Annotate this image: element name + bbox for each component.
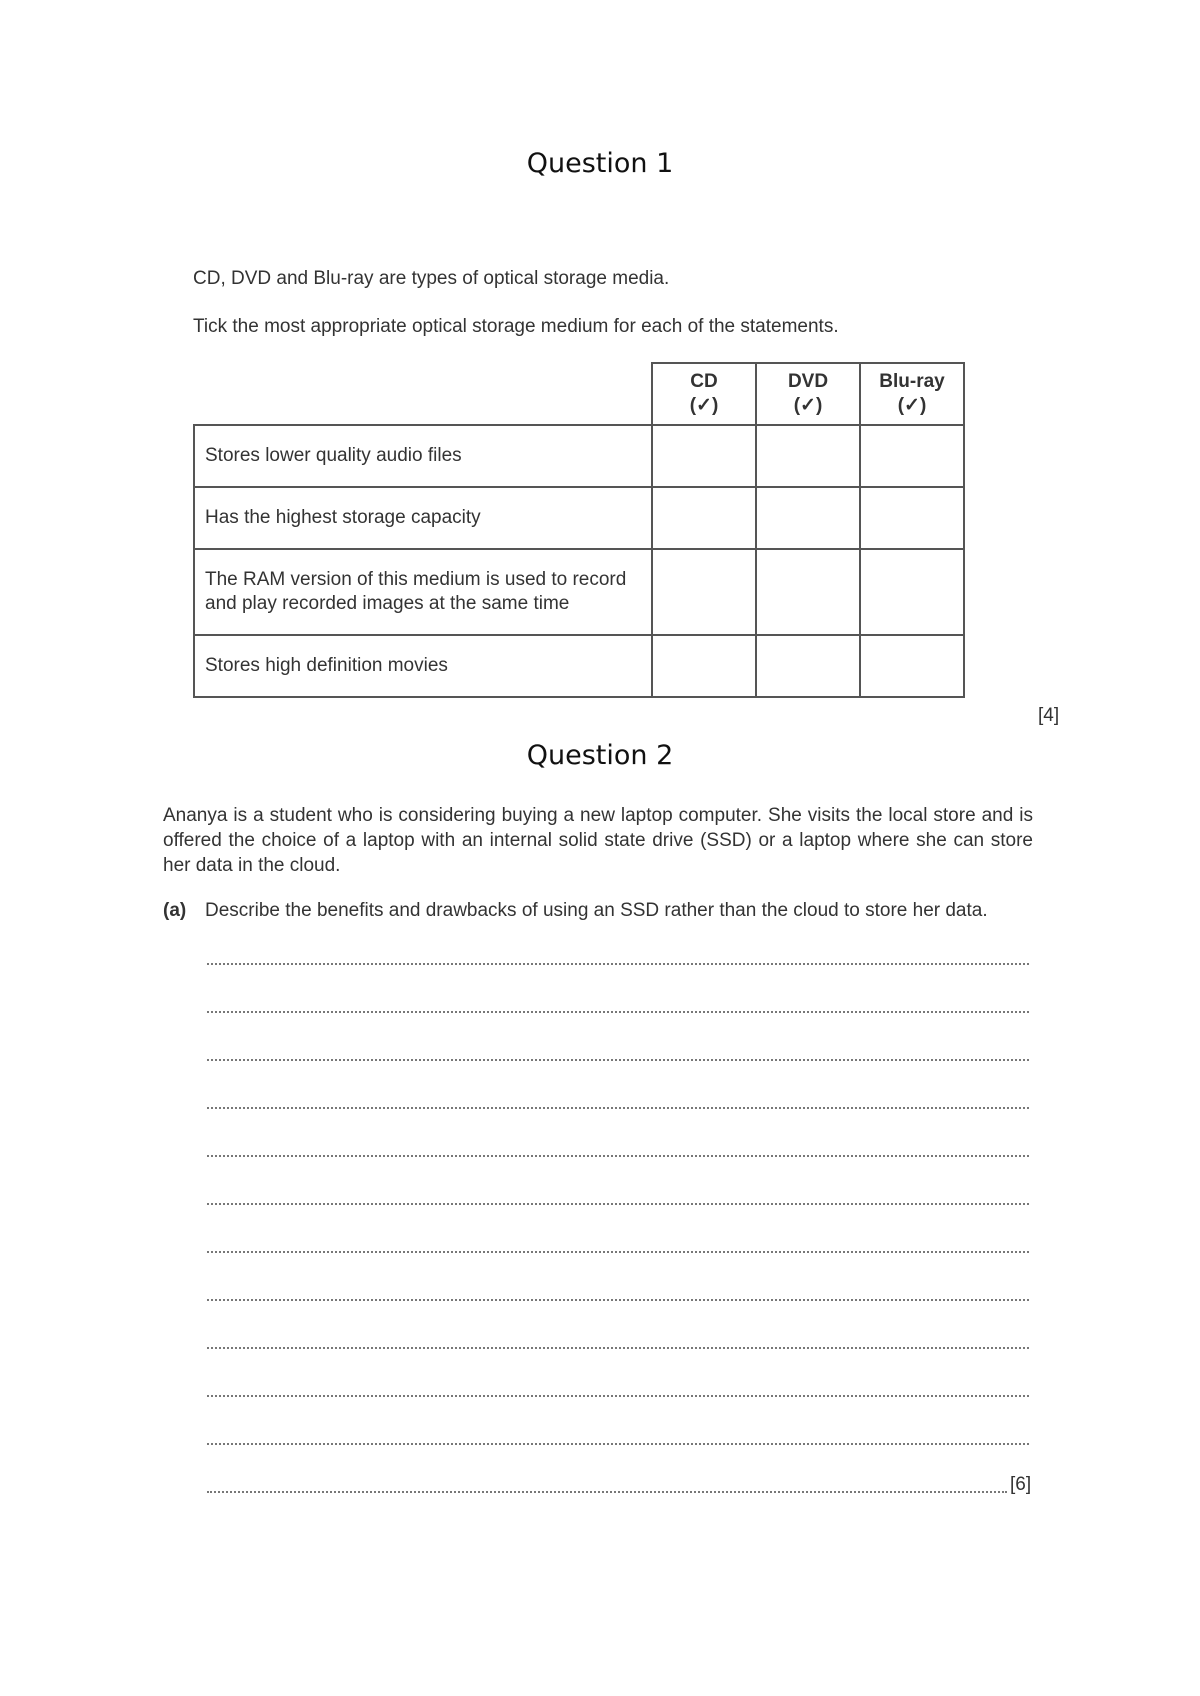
tick-box-blu-ray[interactable] [860, 425, 964, 487]
tick-box-blu-ray[interactable] [860, 487, 964, 549]
column-header-dvd [756, 363, 860, 425]
tick-box-dvd[interactable] [756, 487, 860, 549]
table-row [194, 635, 964, 697]
storage-media-table [193, 362, 965, 698]
table-header-row [194, 363, 964, 425]
answer-line[interactable] [207, 1107, 1029, 1109]
part-a-label: (a) [163, 900, 187, 921]
tick-box-cd[interactable] [652, 487, 756, 549]
table-row [194, 425, 964, 487]
answer-line[interactable] [207, 1011, 1029, 1013]
answer-line[interactable] [207, 1203, 1029, 1205]
question-2-intro: Ananya is a student who is considering buying a new laptop computer. She visits the local store and is offered the choice of a laptop with an internal solid state drive (SSD) or a laptop where she can store her data in the cloud. [163, 805, 1033, 876]
tick-symbol: (✓) [897, 395, 927, 416]
question-1-title: Question 1 [526, 148, 674, 179]
tick-symbol: (✓) [793, 395, 823, 416]
question-1-marks: [4] [1038, 705, 1060, 726]
tick-box-dvd[interactable] [756, 425, 860, 487]
tick-box-blu-ray[interactable] [860, 549, 964, 635]
tick-box-blu-ray[interactable] [860, 635, 964, 697]
answer-line[interactable] [207, 1299, 1029, 1301]
question-2-title: Question 2 [526, 740, 674, 771]
column-header-cd [652, 363, 756, 425]
statement-cell: Stores lower quality audio files [194, 425, 652, 487]
answer-line[interactable] [207, 1347, 1029, 1349]
statement-cell: Has the highest storage capacity [194, 487, 652, 549]
tick-symbol: (✓) [689, 395, 719, 416]
statement-cell: The RAM version of this medium is used to record and play recorded images at the same time [194, 549, 652, 635]
answer-line[interactable] [207, 1155, 1029, 1157]
answer-line[interactable] [207, 1395, 1029, 1397]
answer-line[interactable] [207, 1059, 1029, 1061]
question-1-intro: CD, DVD and Blu-ray are types of optical storage media. [193, 268, 670, 289]
tick-box-dvd[interactable] [756, 549, 860, 635]
tick-box-cd[interactable] [652, 635, 756, 697]
answer-line[interactable] [207, 1491, 1007, 1493]
table-row [194, 549, 964, 635]
statement-cell: Stores high definition movies [194, 635, 652, 697]
tick-box-cd[interactable] [652, 549, 756, 635]
part-a-question: Describe the benefits and drawbacks of using an SSD rather than the cloud to store her data. [205, 900, 988, 921]
part-a-marks: [6] [1010, 1474, 1032, 1495]
column-name: DVD [787, 371, 829, 392]
column-header-blu-ray [860, 363, 964, 425]
table-header-blank [194, 363, 652, 425]
answer-line[interactable] [207, 963, 1029, 965]
tick-box-dvd[interactable] [756, 635, 860, 697]
table-row [194, 487, 964, 549]
answer-line[interactable] [207, 1443, 1029, 1445]
question-1-instruction: Tick the most appropriate optical storage medium for each of the statements. [193, 316, 839, 337]
column-name: CD [690, 371, 718, 392]
answer-line[interactable] [207, 1251, 1029, 1253]
column-name: Blu-ray [879, 371, 945, 392]
tick-box-cd[interactable] [652, 425, 756, 487]
